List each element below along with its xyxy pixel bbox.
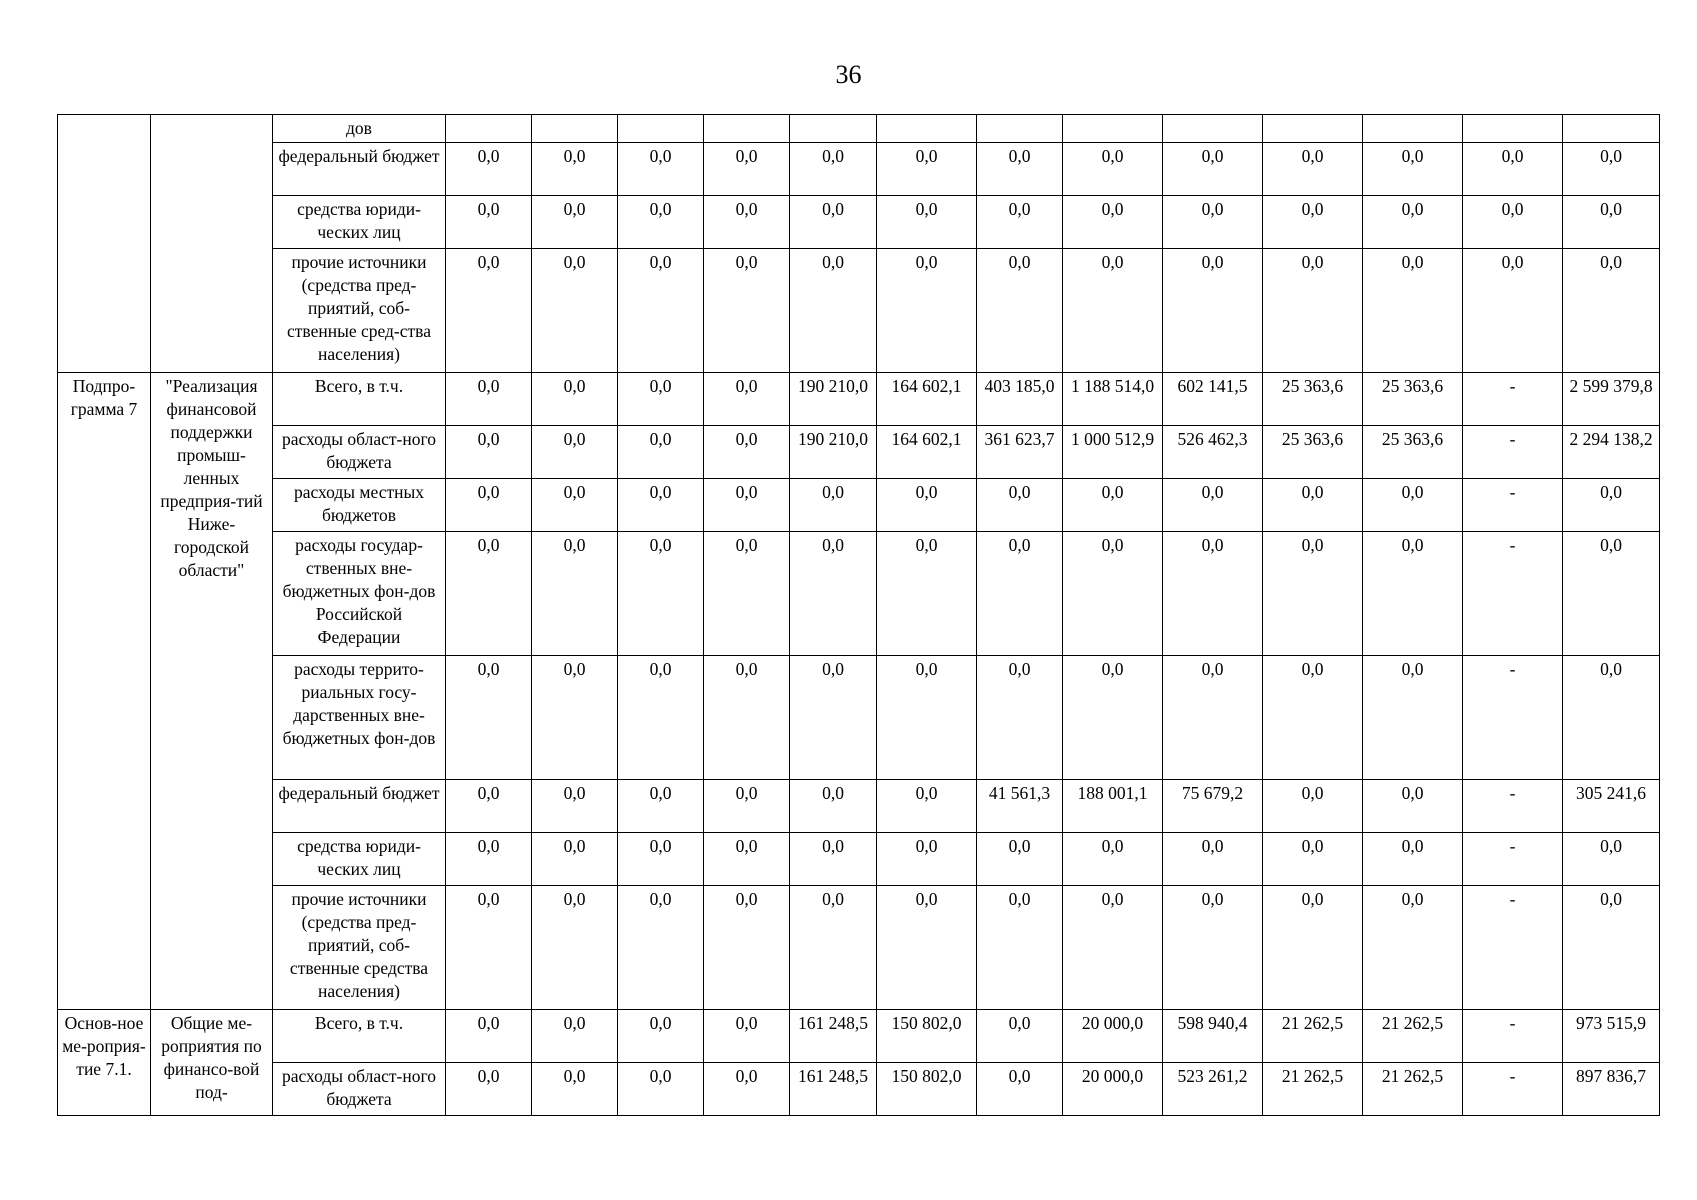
value-cell: 0,0 — [532, 833, 618, 886]
value-cell — [532, 115, 618, 143]
value-cell: 0,0 — [618, 1010, 704, 1063]
value-cell: 150 802,0 — [877, 1010, 977, 1063]
value-cell: 0,0 — [1463, 196, 1563, 249]
funding-source-cell: федеральный бюджет — [273, 780, 446, 833]
value-cell: 25 363,6 — [1263, 373, 1363, 426]
table-row — [58, 886, 1660, 1010]
funding-source-cell: расходы местных бюджетов — [273, 479, 446, 532]
value-cell: 0,0 — [790, 143, 877, 196]
value-cell: 0,0 — [446, 1010, 532, 1063]
table-row — [58, 656, 1660, 780]
value-cell: - — [1463, 656, 1563, 780]
value-cell: 0,0 — [977, 196, 1063, 249]
value-cell: 0,0 — [790, 833, 877, 886]
value-cell: 0,0 — [1163, 196, 1263, 249]
value-cell — [446, 115, 532, 143]
value-cell: 0,0 — [446, 196, 532, 249]
value-cell: 0,0 — [532, 780, 618, 833]
value-cell: 0,0 — [532, 373, 618, 426]
value-cell: 0,0 — [1563, 143, 1660, 196]
value-cell: 0,0 — [1163, 656, 1263, 780]
value-cell: 0,0 — [977, 656, 1063, 780]
value-cell: 0,0 — [977, 886, 1063, 1010]
value-cell: 0,0 — [877, 656, 977, 780]
value-cell: 897 836,7 — [1563, 1063, 1660, 1116]
value-cell: 0,0 — [1263, 479, 1363, 532]
value-cell: - — [1463, 886, 1563, 1010]
program-name-cell: Подпро-грамма 7 — [58, 373, 151, 1010]
value-cell — [1363, 115, 1463, 143]
funding-source-cell: прочие источники (средства пред-приятий, соб-ственные средства населения) — [273, 886, 446, 1010]
value-cell: 602 141,5 — [1163, 373, 1263, 426]
value-cell: 161 248,5 — [790, 1063, 877, 1116]
value-cell: 0,0 — [704, 196, 790, 249]
value-cell: 0,0 — [618, 532, 704, 656]
value-cell: 0,0 — [618, 656, 704, 780]
value-cell: 0,0 — [977, 532, 1063, 656]
table-row — [58, 1010, 1660, 1063]
value-cell: 21 262,5 — [1263, 1010, 1363, 1063]
value-cell: 20 000,0 — [1063, 1063, 1163, 1116]
value-cell: 0,0 — [704, 886, 790, 1010]
value-cell: 164 602,1 — [877, 426, 977, 479]
value-cell: 1 000 512,9 — [1063, 426, 1163, 479]
value-cell: 75 679,2 — [1163, 780, 1263, 833]
value-cell: 0,0 — [532, 143, 618, 196]
value-cell: 0,0 — [1063, 196, 1163, 249]
value-cell: 0,0 — [977, 249, 1063, 373]
value-cell: 0,0 — [790, 249, 877, 373]
value-cell: 0,0 — [532, 249, 618, 373]
value-cell: 2 599 379,8 — [1563, 373, 1660, 426]
value-cell: 0,0 — [704, 426, 790, 479]
value-cell: 0,0 — [977, 1010, 1063, 1063]
table-row — [58, 780, 1660, 833]
value-cell: 0,0 — [977, 479, 1063, 532]
funding-source-cell: Всего, в т.ч. — [273, 1010, 446, 1063]
value-cell: 0,0 — [1063, 532, 1163, 656]
value-cell: 0,0 — [446, 373, 532, 426]
value-cell: 0,0 — [1063, 143, 1163, 196]
value-cell: 0,0 — [1063, 886, 1163, 1010]
value-cell: 25 363,6 — [1263, 426, 1363, 479]
value-cell: 0,0 — [532, 426, 618, 479]
funding-source-cell: средства юриди-ческих лиц — [273, 833, 446, 886]
value-cell: - — [1463, 1063, 1563, 1116]
value-cell: 41 561,3 — [977, 780, 1063, 833]
value-cell: - — [1463, 833, 1563, 886]
value-cell: 0,0 — [446, 1063, 532, 1116]
value-cell: 0,0 — [1263, 532, 1363, 656]
value-cell: 0,0 — [1263, 656, 1363, 780]
value-cell: 164 602,1 — [877, 373, 977, 426]
value-cell: 0,0 — [1063, 833, 1163, 886]
value-cell: 0,0 — [446, 143, 532, 196]
value-cell: 598 940,4 — [1163, 1010, 1263, 1063]
value-cell: 0,0 — [532, 196, 618, 249]
value-cell: 0,0 — [877, 532, 977, 656]
value-cell: 361 623,7 — [977, 426, 1063, 479]
value-cell: 0,0 — [532, 886, 618, 1010]
value-cell: 0,0 — [1163, 532, 1263, 656]
value-cell: 21 262,5 — [1263, 1063, 1363, 1116]
value-cell: 2 294 138,2 — [1563, 426, 1660, 479]
value-cell: 0,0 — [1563, 656, 1660, 780]
value-cell: 0,0 — [618, 373, 704, 426]
value-cell: 0,0 — [1063, 479, 1163, 532]
value-cell: 526 462,3 — [1163, 426, 1263, 479]
value-cell — [1163, 115, 1263, 143]
value-cell: 0,0 — [446, 532, 532, 656]
value-cell: 0,0 — [618, 249, 704, 373]
funding-source-cell: дов — [273, 115, 446, 143]
table-row — [58, 143, 1660, 196]
value-cell: 21 262,5 — [1363, 1063, 1463, 1116]
value-cell: 190 210,0 — [790, 373, 877, 426]
value-cell: 0,0 — [1163, 143, 1263, 196]
value-cell: 0,0 — [446, 479, 532, 532]
value-cell: 0,0 — [790, 532, 877, 656]
funding-source-cell: федеральный бюджет — [273, 143, 446, 196]
value-cell: 0,0 — [977, 1063, 1063, 1116]
value-cell: - — [1463, 373, 1563, 426]
value-cell: 0,0 — [1463, 143, 1563, 196]
value-cell: 0,0 — [618, 886, 704, 1010]
value-cell: 0,0 — [704, 780, 790, 833]
value-cell: 0,0 — [1563, 249, 1660, 373]
value-cell: 0,0 — [446, 886, 532, 1010]
value-cell: 0,0 — [1263, 886, 1363, 1010]
value-cell: 20 000,0 — [1063, 1010, 1163, 1063]
value-cell — [790, 115, 877, 143]
value-cell: 403 185,0 — [977, 373, 1063, 426]
value-cell: 0,0 — [1263, 833, 1363, 886]
value-cell — [704, 115, 790, 143]
value-cell — [877, 115, 977, 143]
value-cell: 0,0 — [618, 780, 704, 833]
value-cell: 190 210,0 — [790, 426, 877, 479]
value-cell: 0,0 — [1563, 833, 1660, 886]
value-cell: 0,0 — [790, 656, 877, 780]
table-row — [58, 833, 1660, 886]
table-row — [58, 196, 1660, 249]
value-cell: 0,0 — [1163, 249, 1263, 373]
value-cell: - — [1463, 532, 1563, 656]
value-cell: 0,0 — [1163, 833, 1263, 886]
value-cell: 0,0 — [1163, 886, 1263, 1010]
funding-source-cell: Всего, в т.ч. — [273, 373, 446, 426]
title-cell-empty — [151, 115, 273, 373]
value-cell: 0,0 — [977, 833, 1063, 886]
value-cell: 0,0 — [704, 1010, 790, 1063]
value-cell: 1 188 514,0 — [1063, 373, 1163, 426]
value-cell: 0,0 — [532, 479, 618, 532]
value-cell — [618, 115, 704, 143]
value-cell: 0,0 — [532, 656, 618, 780]
value-cell: 0,0 — [1063, 249, 1163, 373]
value-cell: 0,0 — [1463, 249, 1563, 373]
value-cell: 0,0 — [532, 1063, 618, 1116]
value-cell: 0,0 — [704, 833, 790, 886]
value-cell: 0,0 — [704, 373, 790, 426]
value-cell: 0,0 — [1363, 886, 1463, 1010]
value-cell: 305 241,6 — [1563, 780, 1660, 833]
value-cell: 0,0 — [704, 656, 790, 780]
value-cell: 0,0 — [877, 249, 977, 373]
value-cell — [977, 115, 1063, 143]
value-cell: 0,0 — [532, 532, 618, 656]
value-cell: 0,0 — [877, 886, 977, 1010]
table-row — [58, 532, 1660, 656]
value-cell: 0,0 — [618, 479, 704, 532]
value-cell — [1063, 115, 1163, 143]
table-row — [58, 373, 1660, 426]
program-cell-empty — [58, 115, 151, 373]
value-cell: 0,0 — [1363, 780, 1463, 833]
value-cell: 0,0 — [532, 1010, 618, 1063]
value-cell: 0,0 — [877, 479, 977, 532]
value-cell: 0,0 — [1263, 143, 1363, 196]
value-cell: 0,0 — [618, 426, 704, 479]
value-cell: 0,0 — [1163, 479, 1263, 532]
value-cell: 0,0 — [1363, 249, 1463, 373]
value-cell: 0,0 — [618, 833, 704, 886]
value-cell: 0,0 — [877, 143, 977, 196]
value-cell: 0,0 — [1363, 833, 1463, 886]
value-cell: 0,0 — [1263, 249, 1363, 373]
table-row — [58, 479, 1660, 532]
value-cell — [1263, 115, 1363, 143]
table-row — [58, 426, 1660, 479]
value-cell: 0,0 — [1563, 886, 1660, 1010]
value-cell: 0,0 — [1363, 196, 1463, 249]
value-cell: 161 248,5 — [790, 1010, 877, 1063]
value-cell — [1463, 115, 1563, 143]
program-title-cell: "Реализация финансовой поддержки промыш-ленных предприя-тий Ниже-городской области" — [151, 373, 273, 1010]
activity-title-cell: Общие ме-роприятия по финансо-вой под- — [151, 1010, 273, 1116]
value-cell: 0,0 — [446, 780, 532, 833]
funding-source-cell: средства юриди-ческих лиц — [273, 196, 446, 249]
value-cell: 0,0 — [704, 249, 790, 373]
value-cell: 973 515,9 — [1563, 1010, 1660, 1063]
funding-source-cell: прочие источники (средства пред-приятий, соб-ственные сред-ства населения) — [273, 249, 446, 373]
funding-source-cell: расходы государ-ственных вне-бюджетных фон-дов Российской Федерации — [273, 532, 446, 656]
value-cell — [1563, 115, 1660, 143]
value-cell: 0,0 — [1363, 143, 1463, 196]
table-row — [58, 249, 1660, 373]
value-cell: - — [1463, 1010, 1563, 1063]
value-cell: 0,0 — [1063, 656, 1163, 780]
page-number: 36 — [835, 60, 862, 89]
value-cell: 0,0 — [618, 143, 704, 196]
value-cell: 0,0 — [446, 833, 532, 886]
value-cell: 523 261,2 — [1163, 1063, 1263, 1116]
value-cell: 0,0 — [790, 886, 877, 1010]
table-row — [58, 115, 1660, 143]
value-cell: 21 262,5 — [1363, 1010, 1463, 1063]
value-cell: 25 363,6 — [1363, 426, 1463, 479]
activity-name-cell: Основ-ное ме-роприя-тие 7.1. — [58, 1010, 151, 1116]
value-cell: 0,0 — [790, 780, 877, 833]
funding-source-cell: расходы област-ного бюджета — [273, 426, 446, 479]
value-cell: - — [1463, 780, 1563, 833]
value-cell: - — [1463, 479, 1563, 532]
value-cell: 0,0 — [618, 1063, 704, 1116]
value-cell: 0,0 — [704, 143, 790, 196]
value-cell: 0,0 — [877, 780, 977, 833]
value-cell: 0,0 — [790, 196, 877, 249]
value-cell: - — [1463, 426, 1563, 479]
value-cell: 188 001,1 — [1063, 780, 1163, 833]
value-cell: 0,0 — [1563, 532, 1660, 656]
value-cell: 0,0 — [1363, 532, 1463, 656]
value-cell: 0,0 — [704, 479, 790, 532]
value-cell: 0,0 — [877, 833, 977, 886]
value-cell: 0,0 — [1263, 780, 1363, 833]
value-cell: 0,0 — [446, 426, 532, 479]
budget-table — [57, 114, 1660, 1116]
value-cell: 0,0 — [1263, 196, 1363, 249]
value-cell: 0,0 — [1563, 196, 1660, 249]
value-cell: 0,0 — [704, 1063, 790, 1116]
value-cell: 0,0 — [704, 532, 790, 656]
value-cell: 150 802,0 — [877, 1063, 977, 1116]
value-cell: 0,0 — [1363, 479, 1463, 532]
value-cell: 0,0 — [446, 249, 532, 373]
value-cell: 0,0 — [446, 656, 532, 780]
value-cell: 0,0 — [790, 479, 877, 532]
funding-source-cell: расходы област-ного бюджета — [273, 1063, 446, 1116]
funding-source-cell: расходы террито-риальных госу-дарственных вне-бюджетных фон-дов — [273, 656, 446, 780]
value-cell: 25 363,6 — [1363, 373, 1463, 426]
value-cell: 0,0 — [877, 196, 977, 249]
value-cell: 0,0 — [977, 143, 1063, 196]
value-cell: 0,0 — [1563, 479, 1660, 532]
value-cell: 0,0 — [618, 196, 704, 249]
table-row — [58, 1063, 1660, 1116]
value-cell: 0,0 — [1363, 656, 1463, 780]
